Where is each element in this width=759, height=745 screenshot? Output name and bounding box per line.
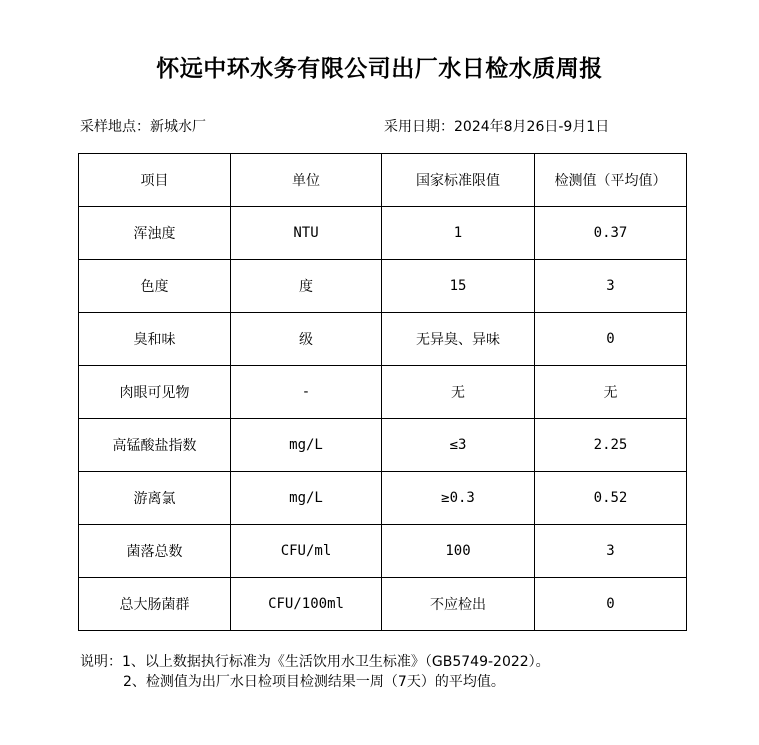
- cell-unit: 级: [231, 313, 382, 366]
- table-row: [79, 525, 687, 578]
- table-row: [79, 313, 687, 366]
- cell-value: 3: [535, 525, 687, 578]
- header-unit: 单位: [231, 154, 382, 207]
- cell-value: 0.37: [535, 207, 687, 260]
- note-line-1: 说明：1、以上数据执行标准为《生活饮用水卫生标准》（GB5749-2022）。: [80, 654, 550, 670]
- table-row: [79, 578, 687, 631]
- header-value: 检测值（平均值）: [535, 154, 687, 207]
- table-row: [79, 260, 687, 313]
- sampling-date: 采用日期：2024年8月26日-9月1日: [384, 119, 610, 135]
- header-limit: 国家标准限值: [382, 154, 535, 207]
- cell-limit: ≤3: [382, 419, 535, 472]
- cell-item: 游离氯: [79, 472, 231, 525]
- cell-unit: NTU: [231, 207, 382, 260]
- cell-item: 色度: [79, 260, 231, 313]
- sampling-location: 采样地点：新城水厂: [80, 119, 206, 135]
- cell-item: 菌落总数: [79, 525, 231, 578]
- cell-limit: 不应检出: [382, 578, 535, 631]
- cell-limit: 100: [382, 525, 535, 578]
- cell-item: 高锰酸盐指数: [79, 419, 231, 472]
- cell-value: 无: [535, 366, 687, 419]
- cell-unit: 度: [231, 260, 382, 313]
- table-row: [79, 472, 687, 525]
- cell-unit: CFU/100ml: [231, 578, 382, 631]
- cell-value: 0.52: [535, 472, 687, 525]
- cell-item: 浑浊度: [79, 207, 231, 260]
- cell-limit: 无: [382, 366, 535, 419]
- cell-item: 肉眼可见物: [79, 366, 231, 419]
- table-row: [79, 419, 687, 472]
- note-line-2: 2、检测值为出厂水日检项目检测结果一周（7天）的平均值。: [123, 674, 505, 690]
- report-title: 怀远中环水务有限公司出厂水日检水质周报: [156, 56, 603, 82]
- table-header-row: [79, 154, 687, 207]
- cell-limit: 1: [382, 207, 535, 260]
- cell-value: 3: [535, 260, 687, 313]
- cell-value: 2.25: [535, 419, 687, 472]
- cell-value: 0: [535, 578, 687, 631]
- report-notes: [80, 652, 550, 692]
- cell-unit: -: [231, 366, 382, 419]
- header-item: 项目: [79, 154, 231, 207]
- cell-limit: ≥0.3: [382, 472, 535, 525]
- cell-limit: 15: [382, 260, 535, 313]
- cell-value: 0: [535, 313, 687, 366]
- cell-item: 臭和味: [79, 313, 231, 366]
- table-row: [79, 366, 687, 419]
- table-row: [79, 207, 687, 260]
- cell-limit: 无异臭、异味: [382, 313, 535, 366]
- cell-item: 总大肠菌群: [79, 578, 231, 631]
- cell-unit: CFU/ml: [231, 525, 382, 578]
- cell-unit: mg/L: [231, 472, 382, 525]
- cell-unit: mg/L: [231, 419, 382, 472]
- water-quality-table: [78, 153, 687, 631]
